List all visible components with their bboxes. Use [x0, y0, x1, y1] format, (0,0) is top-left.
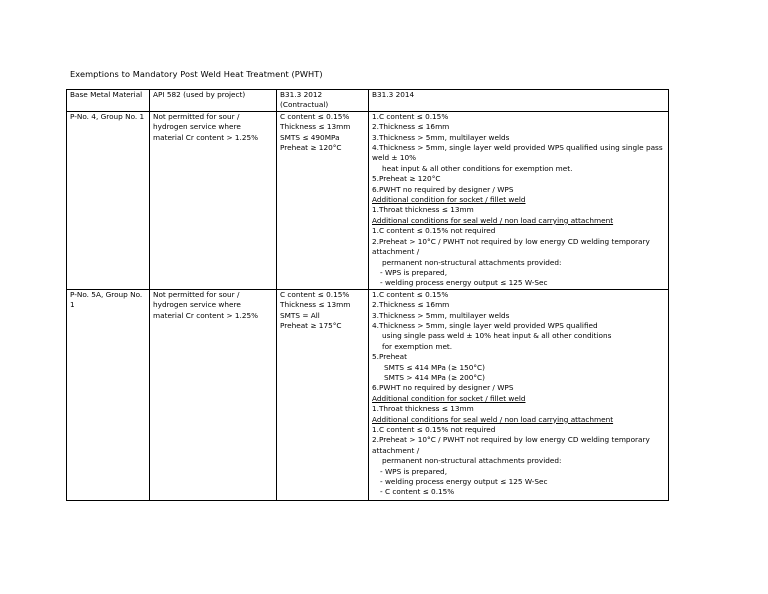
b31-2012-cell: C content ≤ 0.15% Thickness ≤ 13mm SMTS = All Preheat ≥ 175°C: [277, 289, 369, 500]
header-b31-2014: B31.3 2014: [369, 90, 669, 112]
b31-2012-cell: C content ≤ 0.15% Thickness ≤ 13mm SMTS ≤ 490MPa Preheat ≥ 120°C: [277, 111, 369, 289]
table-row: [67, 289, 669, 500]
b31-2014-cell: 1.C content ≤ 0.15% 2.Thickness ≤ 16mm 3.Thickness > 5mm, multilayer welds 4.Thickness > 5mm, single layer weld provided WPS qualified using single pass weld ± 10% heat input & all other conditions for exemption met. 5.Preheat SMTS ≤ 414 MPa (≥ 150°C) SMTS > 414 MPa (≥ 200°C) 6.PWHT no required by designer / WPS Additional condition for socket / fillet weld 1.Throat thickness ≤ 13mm Additional conditions for seal weld / non load carrying attachment 1.C content ≤ 0.15% not required 2.Preheat > 10°C / PWHT not required by low energy CD welding temporary attachment / permanent non-structural attachments provided: - WPS is prepared, - welding process energy output ≤ 125 W-Sec - C content ≤ 0.15%: [369, 289, 669, 500]
exemptions-table: [66, 89, 669, 501]
header-api-582: API 582 (used by project): [150, 90, 277, 112]
document-title: Exemptions to Mandatory Post Weld Heat Treatment (PWHT): [70, 69, 323, 79]
header-base-metal: Base Metal Material: [67, 90, 150, 112]
material-cell: P-No. 4, Group No. 1: [67, 111, 150, 289]
table-row: [67, 111, 669, 289]
b31-2014-cell: 1.C content ≤ 0.15% 2.Thickness ≤ 16mm 3.Thickness > 5mm, multilayer welds 4.Thickness > 5mm, single layer weld provided WPS qualified using single pass weld ± 10% heat input & all other conditions for exemption met. 5.Preheat ≥ 120°C 6.PWHT no required by designer / WPS Additional condition for socket / fillet weld 1.Throat thickness ≤ 13mm Additional conditions for seal weld / non load carrying attachment 1.C content ≤ 0.15% not required 2.Preheat > 10°C / PWHT not required by low energy CD welding temporary attachment / permanent non-structural attachments provided: - WPS is prepared, - welding process energy output ≤ 125 W-Sec: [369, 111, 669, 289]
header-row: [67, 90, 669, 112]
api582-cell: Not permitted for sour / hydrogen service where material Cr content > 1.25%: [150, 111, 277, 289]
material-cell: P-No. 5A, Group No. 1: [67, 289, 150, 500]
api582-cell: Not permitted for sour / hydrogen service where material Cr content > 1.25%: [150, 289, 277, 500]
header-b31-2012: B31.3 2012 (Contractual): [277, 90, 369, 112]
